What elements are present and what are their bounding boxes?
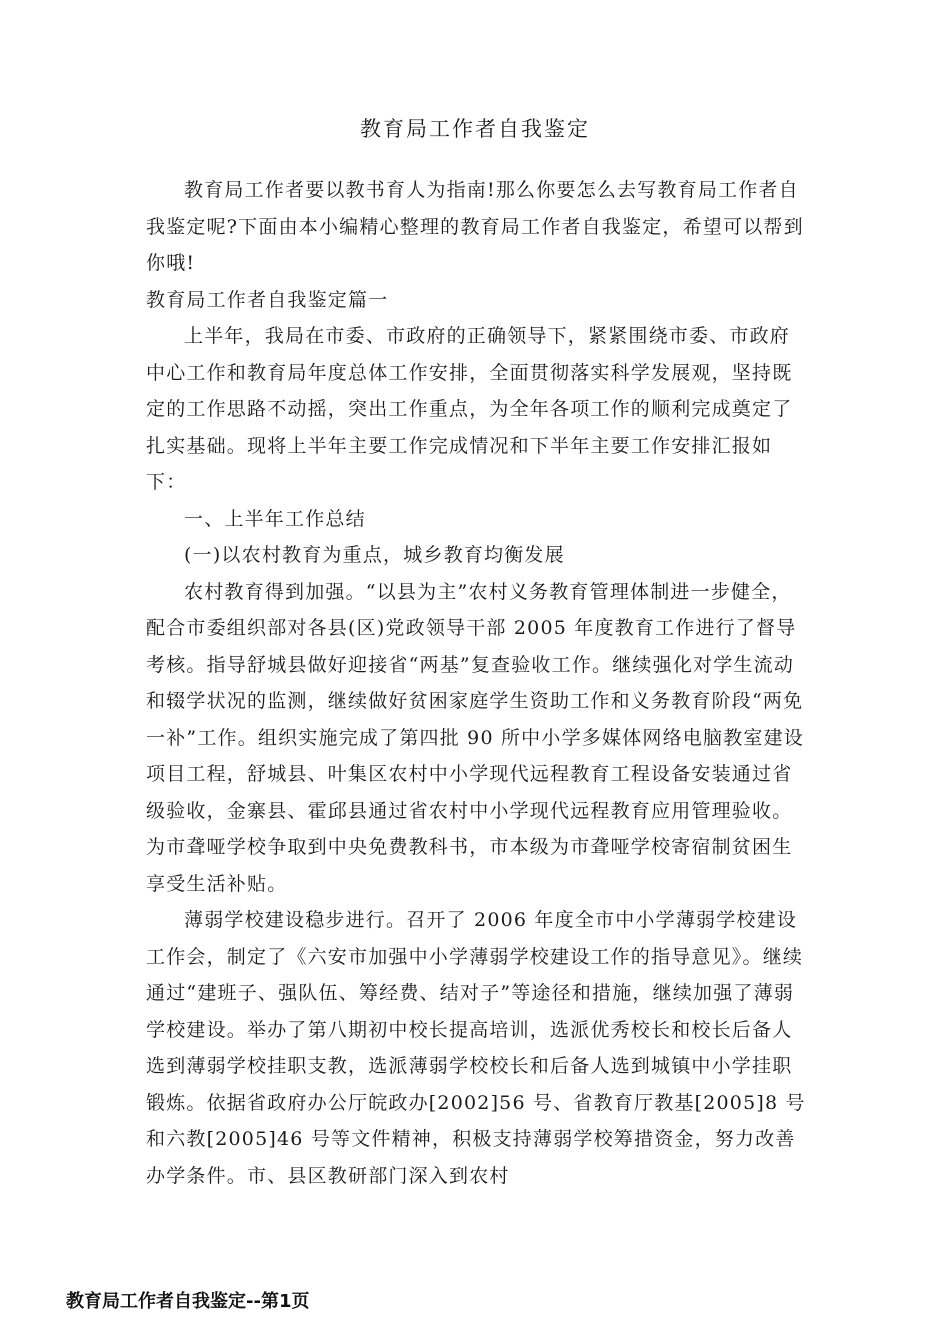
body-paragraph: 农村教育得到加强。“以县为主”农村义务教育管理体制进一步健全，配合市委组织部对各县(区)党政领导干部 2005 年度教育工作进行了督导考核。指导舒城县做好迎接省“两基”复查验收工作。继续强化对学生流动和辍学状况的监测，继续做好贫困家庭学生资助工作和义务教育阶段“两免一补”工作。组织实施完成了第四批 90 所中小学多媒体网络电脑教室建设项目工程，舒城县、叶集区农村中小学现代远程教育工程设备安装通过省级验收，金寨县、霍邱县通过省农村中小学现代远程教育应用管理验收。为市聋哑学校争取到中央免费教科书，市本级为市聋哑学校寄宿制贫困生享受生活补贴。	[146, 580, 804, 895]
subsection-heading: (一)以农村教育为重点，城乡教育均衡发展	[184, 544, 565, 566]
document-title: 教育局工作者自我鉴定	[360, 117, 590, 141]
intro-paragraph: 教育局工作者要以教书育人为指南!那么你要怎么去写教育局工作者自我鉴定呢?下面由本小编精心整理的教育局工作者自我鉴定，希望可以帮到你哦!	[146, 179, 804, 274]
section-heading: 教育局工作者自我鉴定篇一	[146, 288, 389, 311]
document-body	[146, 172, 810, 1194]
body-paragraph: 上半年，我局在市委、市政府的正确领导下，紧紧围绕市委、市政府中心工作和教育局年度总体工作安排，全面贯彻落实科学发展观，坚持既定的工作思路不动摇，突出工作重点，为全年各项工作的顺利完成奠定了扎实基础。现将上半年主要工作完成情况和下半年主要工作安排汇报如下：	[146, 325, 793, 493]
subsection-heading: 一、上半年工作总结	[184, 507, 366, 530]
body-paragraph: 薄弱学校建设稳步进行。召开了 2006 年度全市中小学薄弱学校建设工作会，制定了《六安市加强中小学薄弱学校建设工作的指导意见》。继续通过“建班子、强队伍、筹经费、结对子”等途径和措施，继续加强了薄弱学校建设。举办了第八期初中校长提高培训，选派优秀校长和校长后备人选到薄弱学校挂职支教，选派薄弱学校校长和后备人选到城镇中小学挂职锻炼。依据省政府办公厅皖政办[2002]56 号、省教育厅教基[2005]8 号和六教[2005]46 号等文件精神，积极支持薄弱学校筹措资金，努力改善办学条件。市、县区教研部门深入到农村	[146, 909, 806, 1187]
page-footer: 教育局工作者自我鉴定--第1页	[66, 1291, 310, 1312]
